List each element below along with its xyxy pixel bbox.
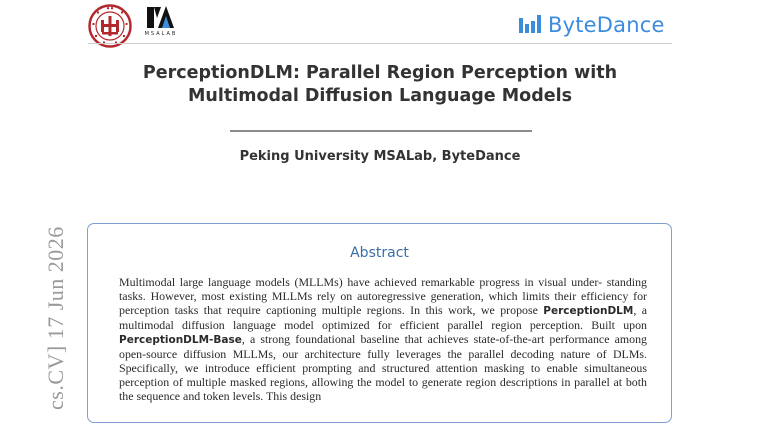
abstract-heading: Abstract — [350, 245, 409, 261]
base-model-name: PerceptionDLM-Base — [119, 334, 242, 346]
abstract-text: attention masking to enable simultaneous perception of multiple masked regions, allowing the — [119, 361, 647, 389]
msalab-logo-mark — [145, 4, 177, 30]
msalab-logo-text: MSALAB — [144, 31, 178, 37]
msalab-logo — [140, 4, 182, 44]
abstract-text: model to generate region descriptions in parallel at both the sequence and token levels. This design — [119, 375, 647, 403]
abstract-text: standing tasks. However, most existing MLLMs rely on autoregressive generation, which limits — [119, 275, 647, 303]
paper-title-line-2: Multimodal Diffusion Language Models — [187, 86, 573, 106]
method-name: PerceptionDLM — [543, 305, 634, 317]
title-divider — [230, 130, 532, 132]
abstract-body — [119, 275, 647, 403]
abstract-text: Multimodal large language models (MLLMs) have achieved remarkable progress in visual under- — [119, 275, 603, 289]
abstract-text: state-of-the-art performance among open-source diffusion MLLMs, our architecture fully leverages — [119, 332, 647, 361]
peking-university-logo — [88, 4, 132, 48]
abstract-text: the parallel decoding nature of DLMs. Specifically, we introduce efficient prompting and structured — [119, 347, 647, 375]
abstract-box — [87, 223, 672, 423]
bytedance-logo-text: ByteDance — [548, 13, 665, 37]
abstract-text: , a strong foundational baseline that achieves — [241, 332, 469, 346]
paper-affiliation: Peking University MSALab, ByteDance — [239, 149, 521, 164]
abstract-text: , a multimodal diffusion language model optimized for efficient parallel — [119, 303, 647, 332]
abstract-text: their efficiency for perception tasks that require captioning multiple regions. In this work, we — [119, 289, 647, 317]
paper-title-line-1: PerceptionDLM: Parallel Region Perception with — [142, 63, 618, 83]
bytedance-logo-mark — [519, 15, 541, 35]
abstract-text: propose — [500, 303, 544, 317]
arxiv-stamp: cs.CV] 17 Jun 2026 — [43, 226, 68, 410]
paper-title — [0, 62, 760, 108]
bytedance-logo — [519, 12, 665, 38]
abstract-text: region perception. Built upon — [491, 318, 647, 332]
header-divider — [88, 43, 672, 44]
